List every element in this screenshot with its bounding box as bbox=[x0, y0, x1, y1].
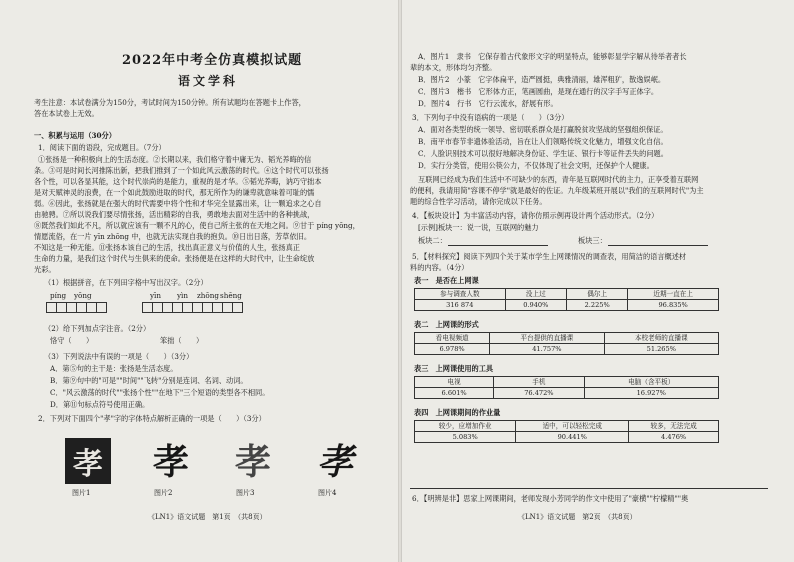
question-5: 5．【材料探究】阅读下列四个关于某市学生上网课情况的调查表，用简洁的语言概述材 bbox=[412, 252, 687, 261]
image-label-3: 图片3 bbox=[236, 489, 255, 497]
table-cell: 2.225% bbox=[566, 300, 627, 311]
table-header-cell: 较多，无法完成 bbox=[629, 421, 719, 432]
table-header-cell: 看电视频道 bbox=[415, 333, 490, 344]
passage-line: 由驰骋。⑦所以说我们要尽情张扬，活出精彩的自我，勇敢地去面对生活中的各种挑战， bbox=[34, 210, 315, 219]
section-heading: 一、积累与运用（30分） bbox=[34, 131, 116, 140]
table-header-cell: 电视 bbox=[415, 377, 494, 388]
table-cell: 0.940% bbox=[505, 300, 566, 311]
q4-block-2-answer-line[interactable] bbox=[448, 245, 548, 246]
context-passage: 的便利，我请用简"容课不停学"就是最好的佐证。九年级某班开展以"我们的互联网时代"为主 bbox=[410, 186, 704, 195]
option-b: B．第⑨句中的"可是""时间""飞转"分别是连词、名词、动词。 bbox=[50, 376, 248, 385]
passage-line: 各个性，可以各显其能，这个时代崇尚的是能力，重视的是才华。⑤韬光养晦，讷巧守拙本 bbox=[34, 177, 322, 186]
pinyin-label: yìn bbox=[177, 291, 188, 300]
context-passage: 题的综合性学习活动，请你完成以下任务。 bbox=[410, 197, 547, 206]
table-header-cell: 平台提供的直播课 bbox=[490, 333, 604, 344]
table-header-cell: 没上过 bbox=[505, 289, 566, 300]
table-header-cell: 手机 bbox=[494, 377, 584, 388]
q4-example: [示例]板块一：说一说，互联网的魅力 bbox=[418, 223, 539, 232]
table-1-caption: 表一 是否在上网课 bbox=[414, 276, 479, 285]
table-header-row bbox=[415, 289, 719, 300]
exam-title: 2022年中考全仿真模拟试题 bbox=[122, 53, 303, 68]
survey-table-2 bbox=[414, 332, 719, 355]
table-row bbox=[415, 388, 719, 399]
pinyin-label: yīn bbox=[150, 291, 161, 300]
table-header-cell: 偶尔上 bbox=[566, 289, 627, 300]
page-footer-2: 《LN1》语文试题 第2页 （共8页） bbox=[518, 513, 637, 521]
image-label-2: 图片2 bbox=[154, 489, 173, 497]
option-a: A．第⑤句的主干是：张扬是生活态度。 bbox=[50, 364, 178, 373]
q4-block-2-label: 板块二： bbox=[418, 236, 447, 245]
section-divider bbox=[410, 488, 768, 489]
pronunciation-blank-1[interactable]: 恪守（ ） bbox=[50, 336, 94, 345]
question-6: 6．【明辨是非】思家上网课期间，老师发现小芳同学的作文中使用了"豪横""柠檬精""奥 bbox=[412, 494, 689, 503]
image-label-1: 图片1 bbox=[72, 489, 91, 497]
q2-option-a-cont: 辈的本文，形体均匀齐整。 bbox=[410, 63, 497, 72]
xiao-regular-script-image bbox=[230, 436, 276, 482]
passage-line: 条。③可是时间长河推陈出新，把我们推到了一个如此风云激荡的时代。④这个时代可以张扬 bbox=[34, 166, 329, 175]
table-3-caption: 表三 上网课使用的工具 bbox=[414, 364, 494, 373]
passage-line: ⑧既然我们如此不凡，所以就应该有一颗不凡的心，使自己所主张的在天地之间。⑨甘于 píng yōng， bbox=[34, 221, 360, 230]
page-1 bbox=[30, 0, 392, 562]
survey-table-1 bbox=[414, 288, 719, 311]
notice-line-1: 考生注意：本试卷满分为150分，考试时间为150分钟。所有试题均在答题卡上作答， bbox=[34, 98, 306, 107]
table-header-cell: 近期一直在上 bbox=[628, 289, 719, 300]
table-cell: 76.472% bbox=[494, 388, 584, 399]
page-footer-1: 《LN1》语文试题 第1页 （共8页） bbox=[148, 513, 267, 521]
option-c: C．"风云激荡的时代""张扬个性""在地下"三个短语的类型各不相同。 bbox=[50, 388, 270, 397]
passage-line: 弱。⑥因此，张扬就是在强大的时代需要中将个性和才华完全显露出来，让一颗追求之心自 bbox=[34, 199, 322, 208]
q3-option-b: B．南平市春节非遗体验活动，旨在让人们领略传统文化魅力，增强文化自信。 bbox=[418, 137, 668, 146]
table-header-cell: 较少，应增加作业 bbox=[415, 421, 516, 432]
answer-grid-pingyong[interactable] bbox=[46, 302, 107, 313]
table-header-row bbox=[415, 377, 719, 388]
table-cell: 6.978% bbox=[415, 344, 490, 355]
q2-option-a: A．图片1 隶书 它保存着古代象形文字的明显特点，能够彰显学字解从待举者者长 bbox=[418, 52, 687, 61]
table-cell: 316 874 bbox=[415, 300, 506, 311]
table-cell: 41.757% bbox=[490, 344, 604, 355]
passage-line: ①张扬是一种积极向上的生活态度。②长期以来，我们格守着中庸无为、韬光养晦的信 bbox=[38, 155, 312, 164]
table-cell: 6.601% bbox=[415, 388, 494, 399]
subquestion-1-2: （2）给下列加点字注音。（2分） bbox=[44, 324, 151, 333]
q3-option-c: C．人脸识别技术可以很好地解决身份证、学生证、银行卡等证件丢失的问题。 bbox=[418, 149, 668, 158]
seal-glyph: 孝 bbox=[152, 440, 189, 483]
pronunciation-blank-2[interactable]: 笨拙（ ） bbox=[160, 336, 204, 345]
survey-table-3 bbox=[414, 376, 719, 399]
q2-option-c: C．图片3 楷书 它形体方正，笔画圆曲，是现在通行的汉字手写正体字。 bbox=[418, 87, 659, 96]
pinyin-label: yōng bbox=[74, 291, 92, 300]
survey-table-4 bbox=[414, 420, 719, 443]
passage-line: 光彩。 bbox=[34, 265, 56, 274]
pinyin-label: shēng bbox=[220, 291, 242, 300]
table-header-row bbox=[415, 421, 719, 432]
passage-line: 不知这是一种无能。⑪张扬本该自己的生活，找出真正意义与价值的人生，张扬真正 bbox=[34, 243, 300, 252]
q4-block-3-label: 板块三： bbox=[578, 236, 607, 245]
q3-option-d: D．实行分类管，使用公筷公力，不仅体现了社会文明，还保护个人健康。 bbox=[418, 161, 654, 170]
table-cell: 5.083% bbox=[415, 432, 516, 443]
table-cell: 96.835% bbox=[628, 300, 719, 311]
table-header-row bbox=[415, 333, 719, 344]
page-fold bbox=[398, 0, 402, 562]
question-2: 2．下列对下面四个"孝"字的字体特点解析正确的一项是（ ）（3分） bbox=[38, 414, 266, 423]
subquestion-1-1: （1）根据拼音，在下列田字格中写出汉字。（2分） bbox=[44, 278, 208, 287]
page-2 bbox=[408, 0, 770, 562]
table-header-cell: 适中，可以轻松完成 bbox=[516, 421, 629, 432]
seal-glyph: 孝 bbox=[316, 440, 353, 483]
table-row bbox=[415, 344, 719, 355]
table-cell: 4.476% bbox=[629, 432, 719, 443]
table-header-cell: 电脑（含平板） bbox=[584, 377, 718, 388]
table-header-cell: 参与调查人数 bbox=[415, 289, 506, 300]
seal-glyph: 孝 bbox=[234, 441, 271, 483]
table-cell: 51.265% bbox=[604, 344, 718, 355]
image-label-4: 图片4 bbox=[318, 489, 337, 497]
answer-grid-yinzhong[interactable] bbox=[142, 302, 243, 313]
table-row bbox=[415, 300, 719, 311]
exam-subject: 语文学科 bbox=[178, 74, 239, 88]
table-2-caption: 表二 上网课的形式 bbox=[414, 320, 479, 329]
pinyin-label: píng bbox=[50, 291, 67, 300]
context-passage: 互联网已经成为我们生活中不可缺少的东西，青年是互联网时代的主力，正享受着互联网 bbox=[418, 175, 699, 184]
q4-block-3-answer-line[interactable] bbox=[608, 245, 708, 246]
question-3: 3．下列句子中没有语病的一项是（ ）（3分） bbox=[412, 113, 569, 122]
question-5-cont: 料的内容。（4分） bbox=[410, 263, 469, 272]
table-4-caption: 表四 上网课期间的作业量 bbox=[414, 408, 501, 417]
table-cell: 16.927% bbox=[584, 388, 718, 399]
passage-line: 是对天赋神灵的浪费，在一个如此鼓励进取的时代，那无所作为的谦卑就意味着可耻的懦 bbox=[34, 188, 315, 197]
pinyin-label: zhōng bbox=[197, 291, 219, 300]
passage-line: 情愿流俗，在一片 yīn zhōng 中，也就无法实现自我的抱负。⑩日出日落，芳草依旧。 bbox=[34, 232, 312, 241]
xiao-running-script-image bbox=[312, 436, 358, 482]
table-row bbox=[415, 432, 719, 443]
seal-glyph: 孝 bbox=[73, 447, 103, 482]
subquestion-1-3: （3）下列说法中有误的一项是（ ）（3分） bbox=[44, 352, 194, 361]
table-cell: 90.441% bbox=[516, 432, 629, 443]
notice-line-2: 答在本试卷上无效。 bbox=[34, 109, 99, 118]
option-d: D．第⑪句标点符号使用正确。 bbox=[50, 400, 150, 409]
xiao-seal-script-image bbox=[65, 438, 111, 484]
question-1: 1．阅读下面的语段，完成题目。（7分） bbox=[38, 143, 166, 152]
q3-option-a: A．面对各类型的统一领导、密切联系群众是打赢脱贫攻坚战的坚强组织保证。 bbox=[418, 125, 668, 134]
xiao-clerical-script-image bbox=[148, 436, 194, 482]
q2-option-b: B．图片2 小篆 它字体扁平，造严圆挺，典雅清丽，雄浑粗犷，散逸娱岷。 bbox=[418, 75, 666, 84]
passage-line: 生命的力量，是我们这个时代与生俱来的使命。张扬便是在这样的大时代中，让生命绽放 bbox=[34, 254, 315, 263]
question-4: 4．【板块设计】为丰富活动内容，请你仿照示例再设计两个活动形式。（2分） bbox=[412, 211, 659, 220]
q2-option-d: D．图片4 行书 它行云流水，舒展有形。 bbox=[418, 99, 558, 108]
table-header-cell: 本校老师的直播课 bbox=[604, 333, 718, 344]
